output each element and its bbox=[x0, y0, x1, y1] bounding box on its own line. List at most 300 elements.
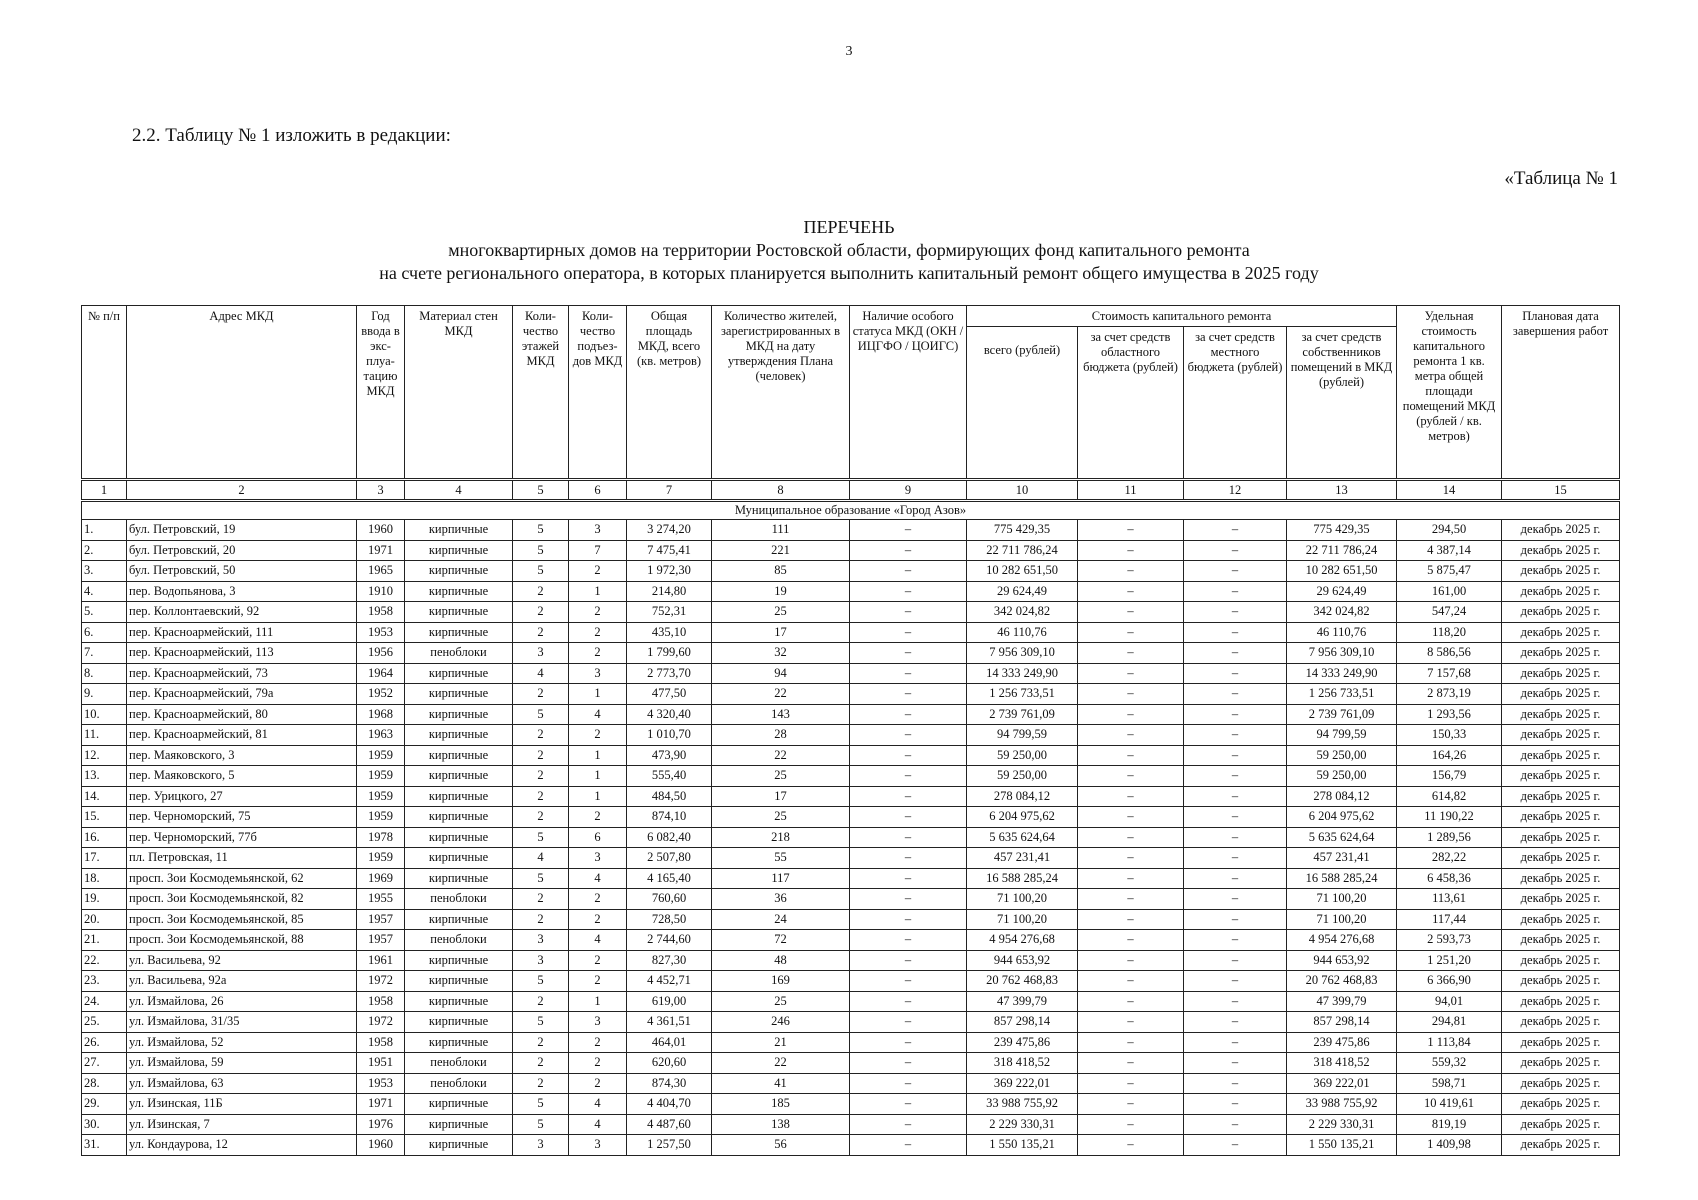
cell-cost-owners: 71 100,20 bbox=[1287, 889, 1397, 910]
cell-year: 1964 bbox=[357, 663, 405, 684]
cell-unit-cost: 1 113,84 bbox=[1397, 1032, 1502, 1053]
cell-floors: 5 bbox=[513, 868, 569, 889]
cell-entrances: 2 bbox=[569, 602, 627, 623]
header-floors: Коли- чество этажей МКД bbox=[513, 306, 569, 480]
cell-deadline: декабрь 2025 г. bbox=[1502, 807, 1620, 828]
cell-year: 1959 bbox=[357, 848, 405, 869]
cell-material: пеноблоки bbox=[405, 930, 513, 951]
cell-cost-owners: 94 799,59 bbox=[1287, 725, 1397, 746]
cell-year: 1958 bbox=[357, 991, 405, 1012]
cell-address: пер. Красноармейский, 73 bbox=[127, 663, 357, 684]
cell-cost-owners: 318 418,52 bbox=[1287, 1053, 1397, 1074]
cell-num: 15. bbox=[82, 807, 127, 828]
cell-address: пер. Красноармейский, 81 bbox=[127, 725, 357, 746]
cell-status: – bbox=[850, 1012, 967, 1033]
cell-area: 435,10 bbox=[627, 622, 712, 643]
cell-cost-regional: – bbox=[1078, 663, 1184, 684]
cell-cost-owners: 20 762 468,83 bbox=[1287, 971, 1397, 992]
column-number: 3 bbox=[357, 480, 405, 501]
cell-address: пер. Красноармейский, 111 bbox=[127, 622, 357, 643]
cell-num: 13. bbox=[82, 766, 127, 787]
cell-num: 26. bbox=[82, 1032, 127, 1053]
cell-cost-local: – bbox=[1184, 1114, 1287, 1135]
cell-num: 21. bbox=[82, 930, 127, 951]
cell-unit-cost: 118,20 bbox=[1397, 622, 1502, 643]
cell-deadline: декабрь 2025 г. bbox=[1502, 745, 1620, 766]
cell-cost-regional: – bbox=[1078, 1114, 1184, 1135]
cell-address: ул. Измайлова, 63 bbox=[127, 1073, 357, 1094]
cell-deadline: декабрь 2025 г. bbox=[1502, 950, 1620, 971]
table-row bbox=[82, 1012, 1620, 1033]
cell-cost-regional: – bbox=[1078, 581, 1184, 602]
cell-residents: 21 bbox=[712, 1032, 850, 1053]
cell-cost-owners: 857 298,14 bbox=[1287, 1012, 1397, 1033]
cell-material: кирпичные bbox=[405, 1135, 513, 1156]
cell-residents: 25 bbox=[712, 807, 850, 828]
header-cost-regional: за счет средств областного бюджета (рублей) bbox=[1078, 327, 1184, 480]
cell-unit-cost: 11 190,22 bbox=[1397, 807, 1502, 828]
cell-material: кирпичные bbox=[405, 540, 513, 561]
title-line-3: на счете регионального оператора, в которых планируется выполнить капитальный ремонт общего имущества в 2025 году bbox=[379, 263, 1319, 283]
cell-material: кирпичные bbox=[405, 827, 513, 848]
cell-num: 11. bbox=[82, 725, 127, 746]
cell-entrances: 4 bbox=[569, 930, 627, 951]
cell-cost-regional: – bbox=[1078, 704, 1184, 725]
cell-num: 20. bbox=[82, 909, 127, 930]
cell-year: 1972 bbox=[357, 1012, 405, 1033]
cell-floors: 2 bbox=[513, 991, 569, 1012]
cell-cost-local: – bbox=[1184, 684, 1287, 705]
table-row bbox=[82, 1135, 1620, 1156]
cell-cost-regional: – bbox=[1078, 561, 1184, 582]
cell-material: кирпичные bbox=[405, 766, 513, 787]
column-number: 9 bbox=[850, 480, 967, 501]
cell-floors: 5 bbox=[513, 971, 569, 992]
cell-cost-total: 22 711 786,24 bbox=[967, 540, 1078, 561]
cell-cost-total: 4 954 276,68 bbox=[967, 930, 1078, 951]
cell-status: – bbox=[850, 848, 967, 869]
cell-entrances: 3 bbox=[569, 1012, 627, 1033]
cell-area: 214,80 bbox=[627, 581, 712, 602]
header-status: Наличие особого статуса МКД (ОКН / ИЦГФО / ЦОИГС) bbox=[850, 306, 967, 480]
table-row bbox=[82, 807, 1620, 828]
cell-cost-owners: 5 635 624,64 bbox=[1287, 827, 1397, 848]
cell-residents: 17 bbox=[712, 786, 850, 807]
cell-area: 473,90 bbox=[627, 745, 712, 766]
cell-address: ул. Кондаурова, 12 bbox=[127, 1135, 357, 1156]
cell-entrances: 4 bbox=[569, 1094, 627, 1115]
cell-address: ул. Измайлова, 52 bbox=[127, 1032, 357, 1053]
cell-floors: 5 bbox=[513, 540, 569, 561]
cell-cost-local: – bbox=[1184, 725, 1287, 746]
cell-area: 464,01 bbox=[627, 1032, 712, 1053]
cell-num: 30. bbox=[82, 1114, 127, 1135]
cell-year: 1957 bbox=[357, 909, 405, 930]
cell-floors: 2 bbox=[513, 581, 569, 602]
cell-status: – bbox=[850, 909, 967, 930]
cell-unit-cost: 2 873,19 bbox=[1397, 684, 1502, 705]
cell-cost-regional: – bbox=[1078, 540, 1184, 561]
cell-cost-owners: 10 282 651,50 bbox=[1287, 561, 1397, 582]
cell-status: – bbox=[850, 950, 967, 971]
table-row bbox=[82, 1073, 1620, 1094]
cell-year: 1958 bbox=[357, 1032, 405, 1053]
cell-cost-regional: – bbox=[1078, 807, 1184, 828]
cell-status: – bbox=[850, 971, 967, 992]
cell-area: 4 404,70 bbox=[627, 1094, 712, 1115]
cell-cost-regional: – bbox=[1078, 643, 1184, 664]
cell-entrances: 7 bbox=[569, 540, 627, 561]
cell-cost-local: – bbox=[1184, 1012, 1287, 1033]
cell-area: 6 082,40 bbox=[627, 827, 712, 848]
cell-entrances: 3 bbox=[569, 1135, 627, 1156]
cell-entrances: 2 bbox=[569, 1032, 627, 1053]
cell-entrances: 3 bbox=[569, 663, 627, 684]
table-row bbox=[82, 889, 1620, 910]
cell-entrances: 2 bbox=[569, 807, 627, 828]
table-row bbox=[82, 786, 1620, 807]
cell-address: просп. Зои Космодемьянской, 88 bbox=[127, 930, 357, 951]
cell-residents: 32 bbox=[712, 643, 850, 664]
cell-floors: 2 bbox=[513, 807, 569, 828]
cell-unit-cost: 161,00 bbox=[1397, 581, 1502, 602]
cell-cost-total: 47 399,79 bbox=[967, 991, 1078, 1012]
cell-unit-cost: 559,32 bbox=[1397, 1053, 1502, 1074]
cell-deadline: декабрь 2025 г. bbox=[1502, 622, 1620, 643]
header-cost-local: за счет средств местного бюджета (рублей) bbox=[1184, 327, 1287, 480]
table-row bbox=[82, 520, 1620, 541]
column-number: 13 bbox=[1287, 480, 1397, 501]
cell-cost-total: 457 231,41 bbox=[967, 848, 1078, 869]
cell-residents: 24 bbox=[712, 909, 850, 930]
cell-floors: 2 bbox=[513, 766, 569, 787]
table-row bbox=[82, 745, 1620, 766]
cell-area: 2 744,60 bbox=[627, 930, 712, 951]
table-row bbox=[82, 581, 1620, 602]
cell-unit-cost: 164,26 bbox=[1397, 745, 1502, 766]
cell-num: 23. bbox=[82, 971, 127, 992]
cell-status: – bbox=[850, 581, 967, 602]
cell-deadline: декабрь 2025 г. bbox=[1502, 1094, 1620, 1115]
cell-area: 1 010,70 bbox=[627, 725, 712, 746]
cell-year: 1978 bbox=[357, 827, 405, 848]
cell-floors: 5 bbox=[513, 520, 569, 541]
cell-cost-local: – bbox=[1184, 971, 1287, 992]
cell-cost-owners: 22 711 786,24 bbox=[1287, 540, 1397, 561]
cell-cost-total: 33 988 755,92 bbox=[967, 1094, 1078, 1115]
cell-cost-total: 59 250,00 bbox=[967, 766, 1078, 787]
cell-residents: 55 bbox=[712, 848, 850, 869]
intro-text: 2.2. Таблицу № 1 изложить в редакции: bbox=[132, 125, 451, 146]
cell-material: кирпичные bbox=[405, 622, 513, 643]
cell-residents: 221 bbox=[712, 540, 850, 561]
cell-cost-local: – bbox=[1184, 643, 1287, 664]
cell-material: кирпичные bbox=[405, 520, 513, 541]
header-year: Год ввода в экс- плуа- тацию МКД bbox=[357, 306, 405, 480]
cell-residents: 48 bbox=[712, 950, 850, 971]
cell-address: бул. Петровский, 19 bbox=[127, 520, 357, 541]
cell-entrances: 4 bbox=[569, 704, 627, 725]
cell-cost-total: 71 100,20 bbox=[967, 909, 1078, 930]
cell-residents: 17 bbox=[712, 622, 850, 643]
cell-cost-local: – bbox=[1184, 807, 1287, 828]
cell-residents: 19 bbox=[712, 581, 850, 602]
cell-material: кирпичные bbox=[405, 868, 513, 889]
cell-entrances: 6 bbox=[569, 827, 627, 848]
cell-area: 874,10 bbox=[627, 807, 712, 828]
cell-cost-total: 944 653,92 bbox=[967, 950, 1078, 971]
cell-cost-regional: – bbox=[1078, 602, 1184, 623]
cell-area: 477,50 bbox=[627, 684, 712, 705]
cell-material: кирпичные bbox=[405, 950, 513, 971]
cell-cost-regional: – bbox=[1078, 786, 1184, 807]
cell-entrances: 1 bbox=[569, 991, 627, 1012]
cell-address: ул. Измайлова, 31/35 bbox=[127, 1012, 357, 1033]
cell-material: кирпичные bbox=[405, 1012, 513, 1033]
cell-address: пер. Красноармейский, 79а bbox=[127, 684, 357, 705]
cell-unit-cost: 94,01 bbox=[1397, 991, 1502, 1012]
cell-cost-total: 46 110,76 bbox=[967, 622, 1078, 643]
cell-material: кирпичные bbox=[405, 848, 513, 869]
cell-entrances: 2 bbox=[569, 725, 627, 746]
cell-residents: 72 bbox=[712, 930, 850, 951]
cell-entrances: 1 bbox=[569, 581, 627, 602]
cell-deadline: декабрь 2025 г. bbox=[1502, 1135, 1620, 1156]
cell-cost-regional: – bbox=[1078, 745, 1184, 766]
cell-deadline: декабрь 2025 г. bbox=[1502, 520, 1620, 541]
cell-residents: 94 bbox=[712, 663, 850, 684]
table-row bbox=[82, 643, 1620, 664]
cell-cost-regional: – bbox=[1078, 725, 1184, 746]
cell-floors: 5 bbox=[513, 561, 569, 582]
cell-cost-total: 857 298,14 bbox=[967, 1012, 1078, 1033]
cell-cost-regional: – bbox=[1078, 622, 1184, 643]
cell-cost-local: – bbox=[1184, 1094, 1287, 1115]
cell-cost-regional: – bbox=[1078, 1094, 1184, 1115]
cell-unit-cost: 614,82 bbox=[1397, 786, 1502, 807]
cell-status: – bbox=[850, 561, 967, 582]
cell-address: ул. Изинская, 7 bbox=[127, 1114, 357, 1135]
cell-status: – bbox=[850, 807, 967, 828]
cell-floors: 4 bbox=[513, 663, 569, 684]
cell-material: кирпичные bbox=[405, 684, 513, 705]
cell-deadline: декабрь 2025 г. bbox=[1502, 971, 1620, 992]
cell-status: – bbox=[850, 1114, 967, 1135]
cell-num: 27. bbox=[82, 1053, 127, 1074]
header-material: Материал стен МКД bbox=[405, 306, 513, 480]
cell-cost-owners: 457 231,41 bbox=[1287, 848, 1397, 869]
table-row bbox=[82, 950, 1620, 971]
cell-cost-owners: 4 954 276,68 bbox=[1287, 930, 1397, 951]
table-row bbox=[82, 868, 1620, 889]
cell-entrances: 2 bbox=[569, 622, 627, 643]
cell-deadline: декабрь 2025 г. bbox=[1502, 848, 1620, 869]
cell-area: 1 972,30 bbox=[627, 561, 712, 582]
header-cost-total: всего (рублей) bbox=[967, 327, 1078, 480]
cell-material: кирпичные bbox=[405, 971, 513, 992]
cell-cost-total: 71 100,20 bbox=[967, 889, 1078, 910]
cell-cost-owners: 47 399,79 bbox=[1287, 991, 1397, 1012]
cell-num: 14. bbox=[82, 786, 127, 807]
cell-year: 1959 bbox=[357, 745, 405, 766]
cell-cost-total: 2 229 330,31 bbox=[967, 1114, 1078, 1135]
cell-deadline: декабрь 2025 г. bbox=[1502, 991, 1620, 1012]
cell-area: 752,31 bbox=[627, 602, 712, 623]
cell-year: 1959 bbox=[357, 786, 405, 807]
cell-floors: 2 bbox=[513, 1073, 569, 1094]
cell-unit-cost: 4 387,14 bbox=[1397, 540, 1502, 561]
cell-unit-cost: 294,81 bbox=[1397, 1012, 1502, 1033]
cell-address: бул. Петровский, 50 bbox=[127, 561, 357, 582]
cell-num: 2. bbox=[82, 540, 127, 561]
cell-floors: 2 bbox=[513, 786, 569, 807]
cell-cost-total: 775 429,35 bbox=[967, 520, 1078, 541]
cell-entrances: 4 bbox=[569, 1114, 627, 1135]
table-row bbox=[82, 991, 1620, 1012]
cell-num: 16. bbox=[82, 827, 127, 848]
cell-material: кирпичные bbox=[405, 1114, 513, 1135]
cell-area: 555,40 bbox=[627, 766, 712, 787]
cell-cost-regional: – bbox=[1078, 1032, 1184, 1053]
cell-status: – bbox=[850, 704, 967, 725]
cell-address: пер. Маяковского, 5 bbox=[127, 766, 357, 787]
cell-address: ул. Измайлова, 59 bbox=[127, 1053, 357, 1074]
cell-cost-total: 2 739 761,09 bbox=[967, 704, 1078, 725]
cell-unit-cost: 8 586,56 bbox=[1397, 643, 1502, 664]
cell-residents: 25 bbox=[712, 602, 850, 623]
cell-deadline: декабрь 2025 г. bbox=[1502, 1032, 1620, 1053]
cell-address: пл. Петровская, 11 bbox=[127, 848, 357, 869]
cell-status: – bbox=[850, 1053, 967, 1074]
cell-cost-owners: 2 229 330,31 bbox=[1287, 1114, 1397, 1135]
cell-area: 619,00 bbox=[627, 991, 712, 1012]
cell-address: пер. Красноармейский, 113 bbox=[127, 643, 357, 664]
cell-year: 1963 bbox=[357, 725, 405, 746]
cell-area: 4 452,71 bbox=[627, 971, 712, 992]
cell-entrances: 2 bbox=[569, 643, 627, 664]
cell-year: 1910 bbox=[357, 581, 405, 602]
cell-material: пеноблоки bbox=[405, 889, 513, 910]
cell-floors: 2 bbox=[513, 909, 569, 930]
cell-cost-regional: – bbox=[1078, 1012, 1184, 1033]
cell-cost-regional: – bbox=[1078, 971, 1184, 992]
cell-entrances: 2 bbox=[569, 971, 627, 992]
cell-residents: 143 bbox=[712, 704, 850, 725]
section-title: Муниципальное образование «Город Азов» bbox=[82, 501, 1620, 520]
cell-entrances: 2 bbox=[569, 1073, 627, 1094]
column-number: 7 bbox=[627, 480, 712, 501]
cell-area: 1 257,50 bbox=[627, 1135, 712, 1156]
cell-deadline: декабрь 2025 г. bbox=[1502, 1053, 1620, 1074]
cell-num: 29. bbox=[82, 1094, 127, 1115]
cell-floors: 2 bbox=[513, 745, 569, 766]
cell-cost-local: – bbox=[1184, 991, 1287, 1012]
cell-material: кирпичные bbox=[405, 807, 513, 828]
cell-cost-regional: – bbox=[1078, 868, 1184, 889]
cell-year: 1965 bbox=[357, 561, 405, 582]
cell-cost-owners: 14 333 249,90 bbox=[1287, 663, 1397, 684]
cell-deadline: декабрь 2025 г. bbox=[1502, 1073, 1620, 1094]
cell-cost-local: – bbox=[1184, 602, 1287, 623]
column-number: 8 bbox=[712, 480, 850, 501]
cell-entrances: 3 bbox=[569, 520, 627, 541]
cell-deadline: декабрь 2025 г. bbox=[1502, 786, 1620, 807]
cell-floors: 5 bbox=[513, 827, 569, 848]
cell-num: 3. bbox=[82, 561, 127, 582]
cell-material: пеноблоки bbox=[405, 643, 513, 664]
cell-unit-cost: 1 409,98 bbox=[1397, 1135, 1502, 1156]
cell-cost-owners: 239 475,86 bbox=[1287, 1032, 1397, 1053]
column-number: 1 bbox=[82, 480, 127, 501]
cell-num: 4. bbox=[82, 581, 127, 602]
column-numbers-row bbox=[82, 480, 1620, 501]
cell-material: кирпичные bbox=[405, 561, 513, 582]
cell-year: 1976 bbox=[357, 1114, 405, 1135]
cell-cost-total: 1 550 135,21 bbox=[967, 1135, 1078, 1156]
cell-cost-owners: 29 624,49 bbox=[1287, 581, 1397, 602]
cell-year: 1969 bbox=[357, 868, 405, 889]
cell-cost-total: 29 624,49 bbox=[967, 581, 1078, 602]
cell-residents: 185 bbox=[712, 1094, 850, 1115]
table-row bbox=[82, 1114, 1620, 1135]
header-num: № п/п bbox=[82, 306, 127, 480]
cell-num: 1. bbox=[82, 520, 127, 541]
cell-residents: 36 bbox=[712, 889, 850, 910]
cell-entrances: 1 bbox=[569, 766, 627, 787]
cell-cost-local: – bbox=[1184, 1135, 1287, 1156]
cell-cost-owners: 278 084,12 bbox=[1287, 786, 1397, 807]
cell-status: – bbox=[850, 622, 967, 643]
cell-floors: 5 bbox=[513, 1094, 569, 1115]
cell-material: пеноблоки bbox=[405, 1053, 513, 1074]
table-row bbox=[82, 848, 1620, 869]
cell-cost-total: 20 762 468,83 bbox=[967, 971, 1078, 992]
cell-area: 620,60 bbox=[627, 1053, 712, 1074]
cell-status: – bbox=[850, 540, 967, 561]
cell-unit-cost: 7 157,68 bbox=[1397, 663, 1502, 684]
cell-address: пер. Маяковского, 3 bbox=[127, 745, 357, 766]
cell-address: ул. Васильева, 92 bbox=[127, 950, 357, 971]
cell-residents: 117 bbox=[712, 868, 850, 889]
cell-deadline: декабрь 2025 г. bbox=[1502, 684, 1620, 705]
cell-floors: 2 bbox=[513, 1053, 569, 1074]
cell-material: кирпичные bbox=[405, 602, 513, 623]
cell-year: 1972 bbox=[357, 971, 405, 992]
cell-cost-regional: – bbox=[1078, 889, 1184, 910]
cell-year: 1958 bbox=[357, 602, 405, 623]
cell-num: 28. bbox=[82, 1073, 127, 1094]
cell-unit-cost: 150,33 bbox=[1397, 725, 1502, 746]
cell-unit-cost: 5 875,47 bbox=[1397, 561, 1502, 582]
header-deadline: Плановая дата завершения работ bbox=[1502, 306, 1620, 480]
cell-status: – bbox=[850, 684, 967, 705]
cell-cost-local: – bbox=[1184, 704, 1287, 725]
table-row bbox=[82, 622, 1620, 643]
header-entrances: Коли- чество подъез- дов МКД bbox=[569, 306, 627, 480]
cell-entrances: 2 bbox=[569, 1053, 627, 1074]
cell-area: 7 475,41 bbox=[627, 540, 712, 561]
cell-year: 1960 bbox=[357, 1135, 405, 1156]
cell-num: 17. bbox=[82, 848, 127, 869]
cell-material: кирпичные bbox=[405, 704, 513, 725]
cell-residents: 218 bbox=[712, 827, 850, 848]
cell-cost-total: 7 956 309,10 bbox=[967, 643, 1078, 664]
cell-status: – bbox=[850, 1073, 967, 1094]
cell-residents: 28 bbox=[712, 725, 850, 746]
cell-cost-regional: – bbox=[1078, 827, 1184, 848]
cell-cost-local: – bbox=[1184, 622, 1287, 643]
cell-cost-total: 6 204 975,62 bbox=[967, 807, 1078, 828]
